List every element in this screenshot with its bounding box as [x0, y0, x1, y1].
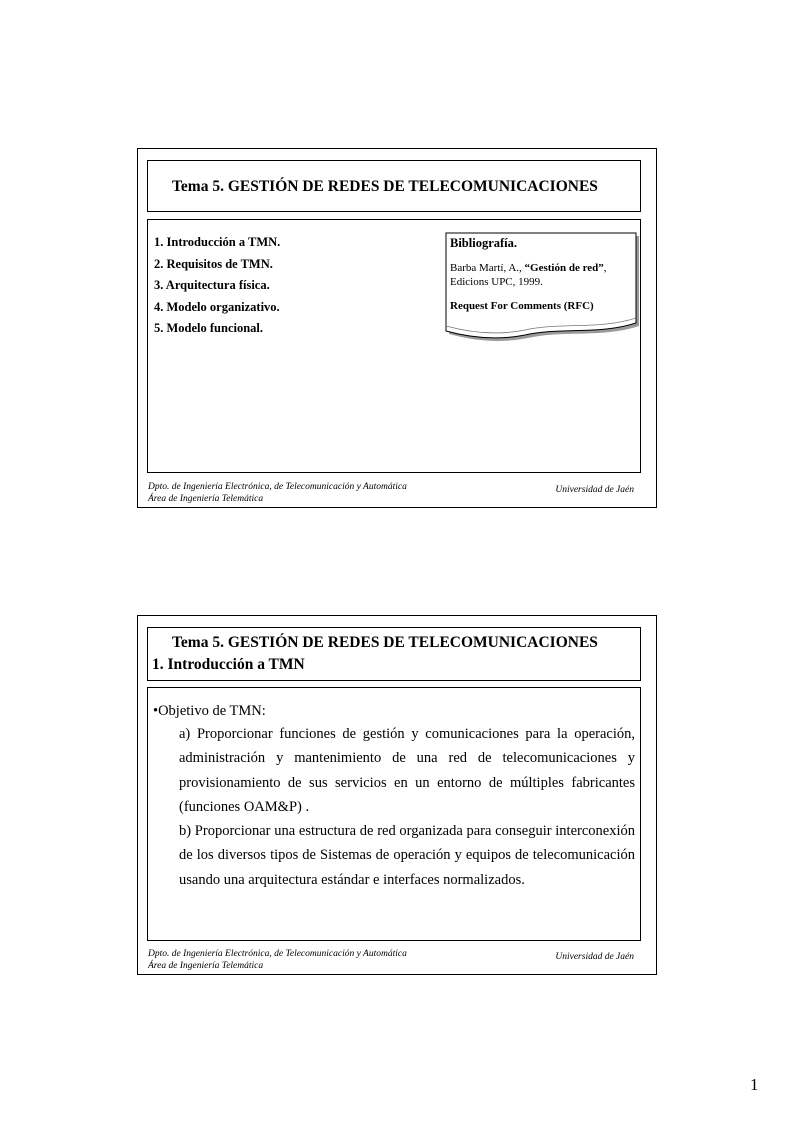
- objective-paragraph-b: b) Proporcionar una estructura de red organizada para conseguir interconexión de los diversos tipos de Sistemas de operación y equipos de telecomunicación usando una arquitectura estándar e interfaces normalizados.: [179, 823, 635, 888]
- objective-section: [153, 700, 635, 892]
- toc-item: 1. Introducción a TMN.: [154, 235, 281, 249]
- university-name: Universidad de Jaén: [555, 485, 634, 495]
- toc-item: 4. Modelo organizativo.: [154, 299, 280, 314]
- department-info: Dpto. de Ingeniería Electrónica, de Telecomunicación y Automática Área de Ingeniería Telemática: [148, 949, 407, 971]
- slide-content: [147, 687, 641, 941]
- slide-title-box: [147, 627, 641, 681]
- slide-title: Tema 5. GESTIÓN DE REDES DE TELECOMUNICACIONES: [172, 178, 598, 195]
- department-info: Dpto. de Ingeniería Electrónica, de Telecomunicación y Automática Área de Ingeniería Telemática: [148, 482, 407, 504]
- slide-1: [137, 148, 657, 508]
- objective-heading: •Objetivo de TMN:: [153, 703, 266, 719]
- page-number: 1: [750, 1075, 759, 1094]
- slide-title-box: [147, 160, 641, 212]
- slide-subtitle: 1. Introducción a TMN: [152, 656, 305, 673]
- bibliography-rfc: Request For Comments (RFC): [450, 300, 594, 312]
- toc-item: 3. Arquitectura física.: [154, 278, 270, 292]
- slide-title: Tema 5. GESTIÓN DE REDES DE TELECOMUNICACIONES: [172, 634, 598, 651]
- toc-item: 2. Requisitos de TMN.: [154, 256, 273, 271]
- toc-item: 5. Modelo funcional.: [154, 321, 264, 335]
- table-of-contents: [154, 232, 280, 340]
- bibliography-document: [443, 230, 633, 340]
- bibliography-heading: Bibliografía.: [450, 236, 518, 250]
- objective-paragraph-a: a) Proporcionar funciones de gestión y comunicaciones para la operación, administración y mantenimiento de una red de telecomunicaciones y provisionamiento de sus servicios en un entorno de múltiples fabricantes (funciones OAM&P) .: [179, 726, 635, 815]
- slide-2: [137, 615, 657, 975]
- university-name: Universidad de Jaén: [555, 952, 634, 962]
- slide-content: [147, 219, 641, 473]
- bibliography-reference: Barba Martí, A., “Gestión de red”, Edicions UPC, 1999.: [450, 262, 607, 288]
